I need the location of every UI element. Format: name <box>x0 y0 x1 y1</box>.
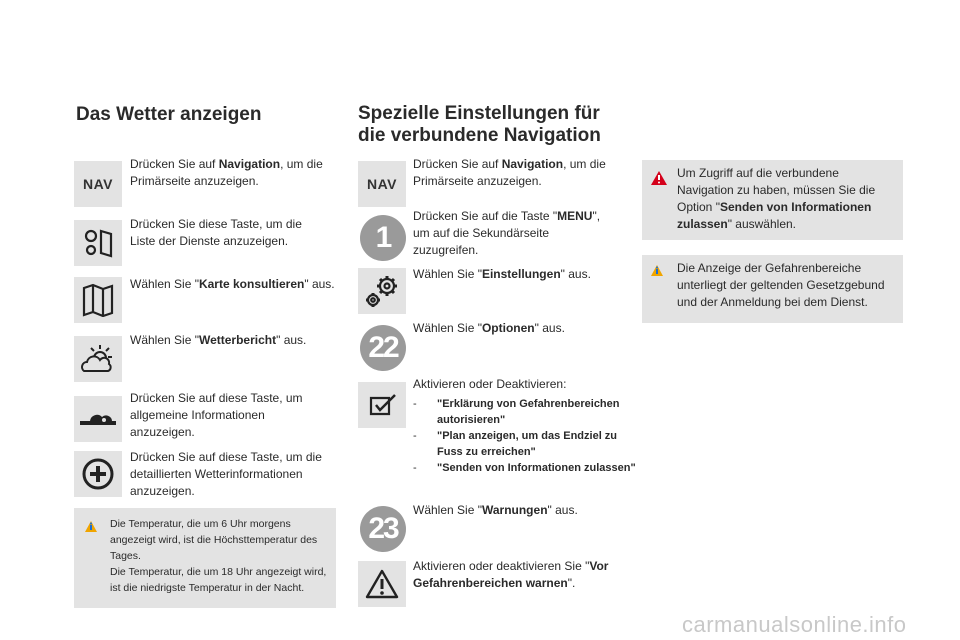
toggle-option-2: - "Plan anzeigen, um das Endziel zu Fuss zu erreichen" <box>413 430 618 458</box>
section-title-weather: Das Wetter anzeigen <box>76 104 262 125</box>
weather-step-5: Drücken Sie auf diese Taste, um allgemeine Informationen anzuzeigen. <box>130 391 303 439</box>
nav-step-1: Drücken Sie auf Navigation, um die Primärseite anzuzeigen. <box>413 157 606 188</box>
cloud-button-icon <box>74 396 122 442</box>
temperature-info-text: Die Temperatur, die um 6 Uhr morgens angezeigt wird, ist die Höchsttemperatur des Tages. Die Temperatur, die um 18 Uhr angezeigt wird, ist die niedrigste Temperatur in der Nacht. <box>110 518 327 594</box>
section-title-connected-navigation: Spezielle Einstellungen für die verbundene Navigation <box>358 103 601 146</box>
plus-icon <box>74 451 122 497</box>
settings-gears-icon <box>358 268 406 314</box>
services-gear-icon <box>74 220 122 266</box>
weather-step-4: Wählen Sie "Wetterbericht" aus. <box>130 333 307 347</box>
info-icon-2 <box>650 264 664 285</box>
weather-icon <box>74 336 122 382</box>
checkbox-icon <box>358 382 406 428</box>
weather-step-1: Drücken Sie auf Navigation, um die Primärseite anzuzeigen. <box>130 157 323 188</box>
warning-note-text: Um Zugriff auf die verbundene Navigation zu haben, müssen Sie die Option "Senden von Informationen zulassen" auswählen. <box>677 166 876 231</box>
nav-button-icon <box>74 161 122 207</box>
nav-step-5-intro: Aktivieren oder Deaktivieren: <box>413 377 567 391</box>
weather-step-6: Drücken Sie auf diese Taste, um die detaillierten Wetterinformationen anzuzeigen. <box>130 450 322 498</box>
nav-label-2: NAV <box>366 176 398 192</box>
toggle-option-1: - "Erklärung von Gefahrenbereichen autorisieren" <box>413 398 620 426</box>
map-icon <box>74 277 122 323</box>
nav-label: NAV <box>82 176 114 192</box>
weather-step-2: Drücken Sie diese Taste, um die Liste der Dienste anzuzeigen. <box>130 217 302 248</box>
nav-step-3: Wählen Sie "Einstellungen" aus. <box>413 267 591 281</box>
warning-triangle-icon <box>358 561 406 607</box>
step-badge-1: 1 <box>360 215 406 261</box>
toggle-option-3: - "Senden von Informationen zulassen" <box>413 462 636 474</box>
info-icon <box>84 520 98 541</box>
nav-step-6: Wählen Sie "Warnungen" aus. <box>413 503 578 517</box>
nav-step-2: Drücken Sie auf die Taste "MENU", um auf die Sekundärseite zuzugreifen. <box>413 209 601 257</box>
nav-step-4: Wählen Sie "Optionen" aus. <box>413 321 565 335</box>
watermark: carmanualsonline.info <box>682 612 907 637</box>
nav-step-7: Aktivieren oder deaktivieren Sie "Vor Gefahrenbereichen warnen". <box>413 559 609 590</box>
weather-step-3: Wählen Sie "Karte konsultieren" aus. <box>130 277 335 291</box>
temperature-info-note <box>74 508 336 608</box>
info-note-right <box>642 255 903 323</box>
step-badge-22: 22 <box>360 325 406 371</box>
warning-exclamation-icon <box>650 170 668 191</box>
nav-button-icon-2 <box>358 161 406 207</box>
warning-note <box>642 160 903 240</box>
info-note-right-text: Die Anzeige der Gefahrenbereiche unterliegt der geltenden Gesetzgebund und der Anmeldung bei dem Dienst. <box>677 261 885 309</box>
step-badge-23: 23 <box>360 506 406 552</box>
